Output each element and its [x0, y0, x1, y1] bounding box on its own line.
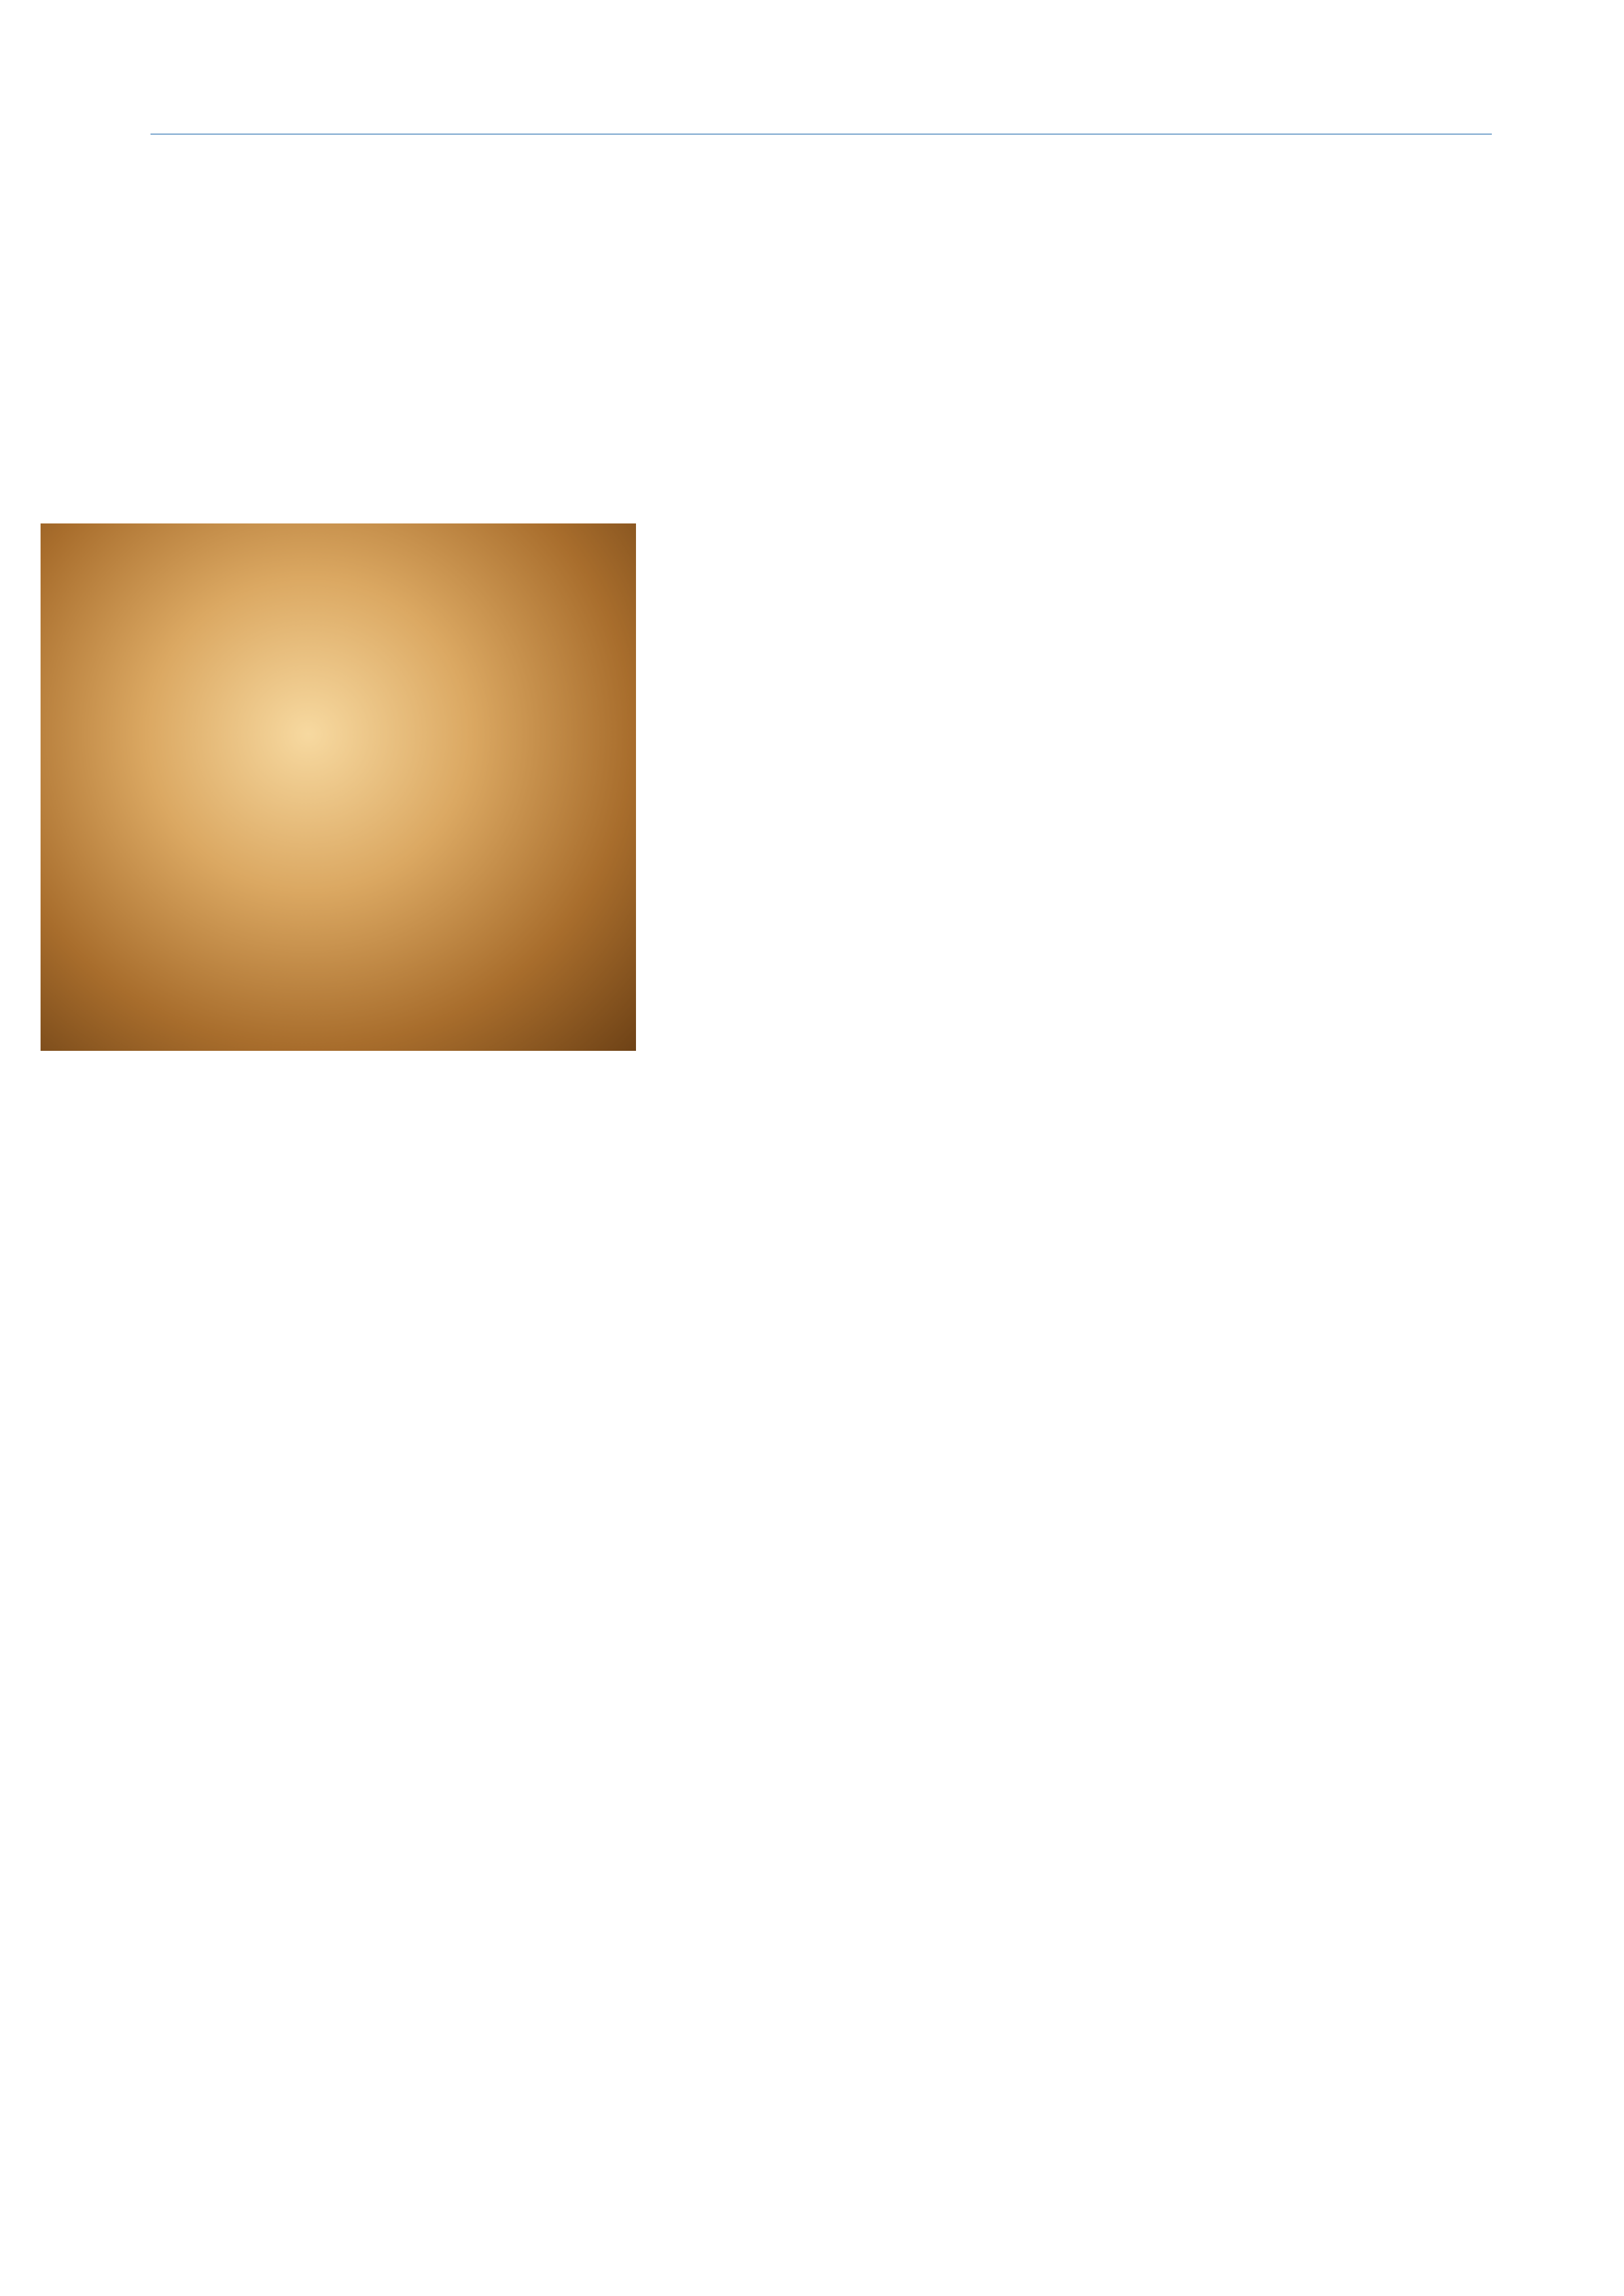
header-divider: [150, 133, 1492, 135]
inscription-text: [41, 523, 636, 530]
latin-inscription-image: [41, 523, 636, 1051]
